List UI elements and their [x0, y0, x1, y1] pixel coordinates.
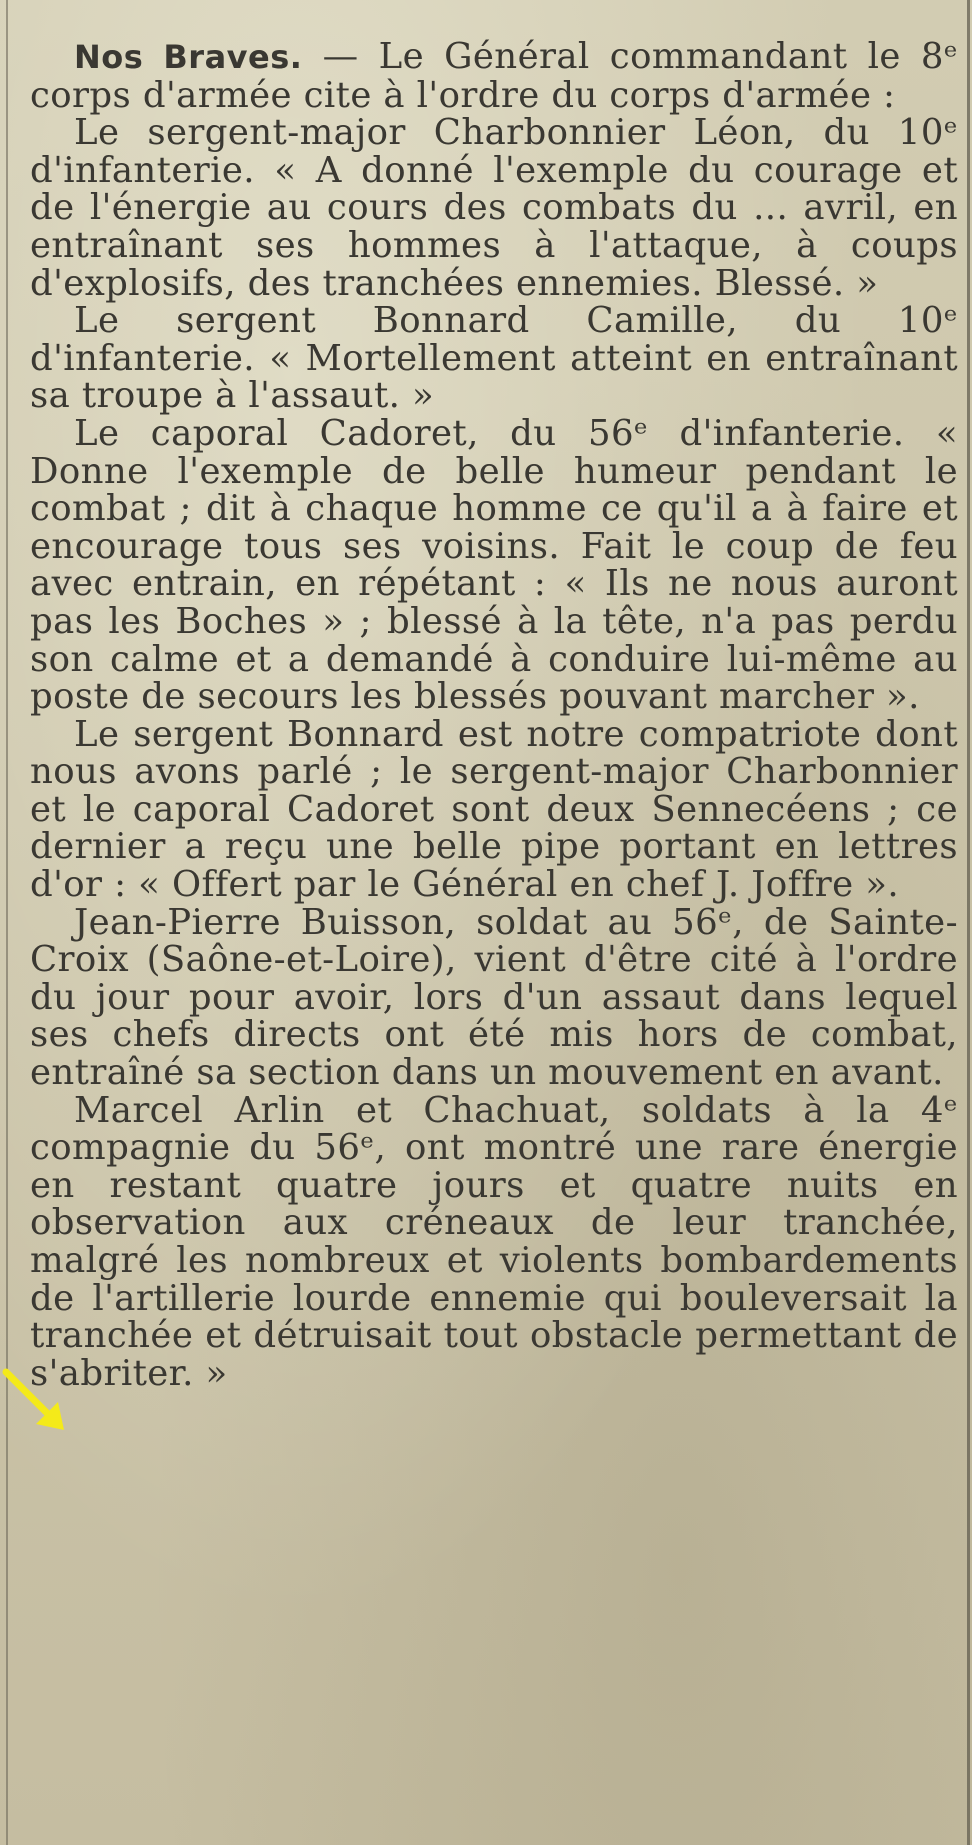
paragraph-buisson: Jean-Pierre Buisson, soldat au 56ᵉ, de Sainte-Croix (Saône-et-Loire), vient d'être cité à l'ordre du jour pour avoir, lors d'un assaut dans lequel ses chefs directs ont été mis hors de combat, entraîné sa section dans un mouvement en avant.	[30, 901, 958, 1094]
paragraph-compatriots: Le sergent Bonnard est notre compatriote dont nous avons parlé ; le sergent-major Charbonnier et le caporal Cadoret sont deux Sennecéens ; ce dernier a reçu une belle pipe portant en lettres d'or : « Offert par le Général en chef J. Joffre ».	[30, 713, 958, 906]
article-intro	[30, 38, 958, 114]
paragraph-cadoret: Le caporal Cadoret, du 56ᵉ d'infanterie. « Donne l'exemple de belle humeur pendant le combat ; dit à chaque homme ce qu'il a à faire et encourage tous ses voisins. Fait le coup de feu avec entrain, en répétant : « Ils ne nous auront pas les Boches » ; blessé à la tête, n'a pas perdu son calme et a demandé à conduire lui-même au poste de secours les blessés pouvant marcher ».	[30, 412, 958, 718]
column-rule-left	[6, 0, 8, 1845]
intro-text: — Le Général commandant le 8ᵉ corps d'armée cite à l'ordre du corps d'armée :	[30, 36, 958, 116]
paragraph-charbonnier: Le sergent-major Charbonnier Léon, du 10ᵉ d'infanterie. « A donné l'exemple du courage et de l'énergie au cours des combats du ... avril, en entraînant ses hommes à l'attaque, à coups d'explosifs, des tranchées ennemies. Blessé. »	[30, 112, 958, 304]
article	[30, 38, 958, 1392]
paragraph-bonnard: Le sergent Bonnard Camille, du 10ᵉ d'infanterie. « Mortellement atteint en entraînant sa troupe à l'assaut. »	[30, 300, 958, 417]
column-rule-right	[967, 0, 970, 1845]
arrow-icon	[2, 1368, 72, 1438]
paragraph-arlin-chachuat: Marcel Arlin et Chachuat, soldats à la 4ᵉ compagnie du 56ᵉ, ont montré une rare énergie en restant quatre jours et quatre nuits en observation aux créneaux de leur tranchée, malgré les nombreux et violents bombardements de l'artillerie lourde ennemie qui bouleversait la tranchée et détruisait tout obstacle permettant de s'abriter. »	[30, 1089, 958, 1394]
article-headline: Nos Braves.	[74, 38, 303, 76]
